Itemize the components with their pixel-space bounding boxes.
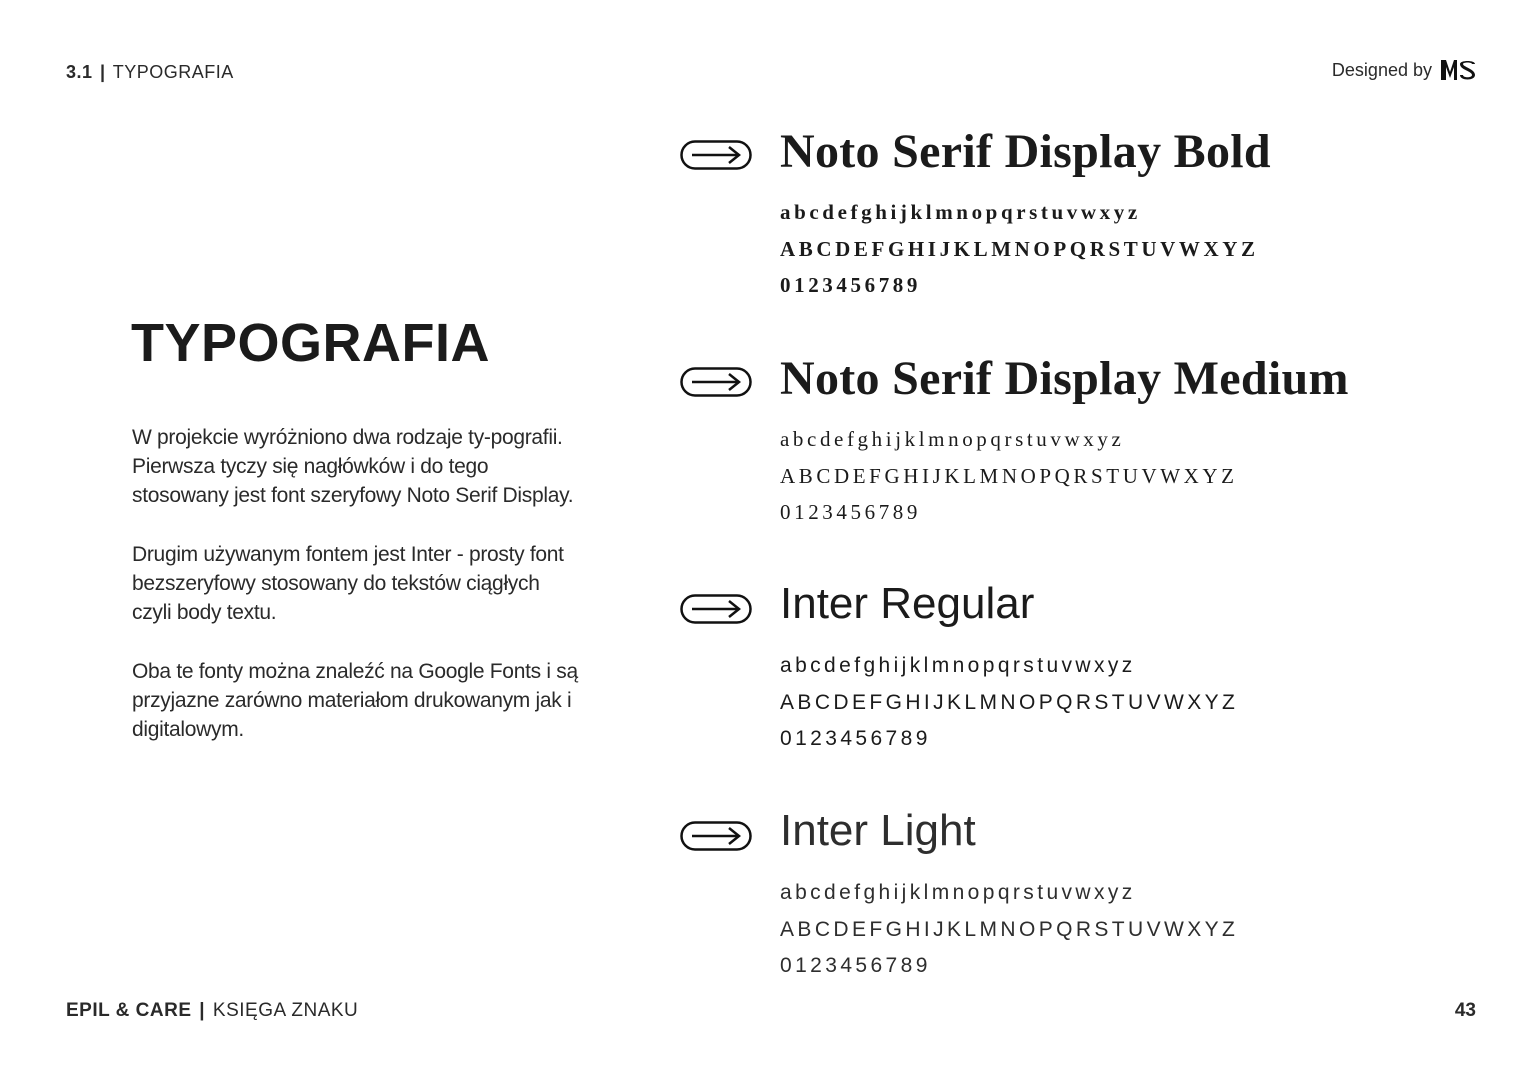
intro-paragraph: Drugim używanym fontem jest Inter - prosty font bezszeryfowy stosowany do tekstów ciągłych czyli body textu. — [132, 543, 564, 624]
section-title: TYPOGRAFIA — [112, 62, 234, 82]
arrow-right-pill-icon — [680, 821, 752, 851]
section-number: 3.1 — [66, 62, 93, 82]
uppercase-glyphs: ABCDEFGHIJKLMNOPQRSTUVWXYZ — [780, 463, 1238, 488]
intro-paragraph: W projekcie wyróżniono dwa rodzaje ty-pografii. Pierwsza tyczy się nagłówków i do tego stosowany jest font szeryfowy Noto Serif Display. — [132, 426, 574, 507]
section-separator: | — [100, 62, 106, 82]
page-number: 43 — [1454, 1000, 1476, 1021]
glyph-set — [780, 875, 1238, 985]
designer-credit — [1332, 58, 1476, 82]
lowercase-glyphs: abcdefghijklmnopqrstuvwxyz — [780, 654, 1136, 677]
intro-paragraph: Oba te fonty można znaleźć na Google Fonts i są przyjazne zarówno materiałom drukowanym jak i digitalowym. — [132, 660, 578, 741]
ms-logo-icon — [1440, 58, 1476, 82]
intro-text — [132, 423, 582, 774]
digit-glyphs: 0123456789 — [780, 727, 931, 750]
glyph-set — [780, 421, 1238, 531]
section-header — [66, 62, 234, 83]
font-name: Noto Serif Display Medium — [780, 352, 1349, 405]
lowercase-glyphs: abcdefghijklmnopqrstuvwxyz — [780, 881, 1136, 904]
font-name: Inter Light — [780, 806, 976, 855]
brand-name: EPIL & CARE — [66, 1000, 192, 1021]
glyph-set — [780, 194, 1259, 304]
arrow-right-pill-icon — [680, 367, 752, 397]
digit-glyphs: 0123456789 — [780, 500, 921, 524]
digit-glyphs: 0123456789 — [780, 954, 931, 977]
designed-by-label: Designed by — [1331, 59, 1432, 80]
uppercase-glyphs: ABCDEFGHIJKLMNOPQRSTUVWXYZ — [780, 236, 1259, 261]
glyph-set — [780, 648, 1238, 758]
font-name: Noto Serif Display Bold — [780, 125, 1271, 178]
page-title: TYPOGRAFIA — [131, 313, 491, 373]
arrow-right-pill-icon — [680, 594, 752, 624]
lowercase-glyphs: abcdefghijklmnopqrstuvwxyz — [780, 200, 1141, 224]
arrow-right-pill-icon — [680, 140, 752, 170]
document-footer — [66, 1000, 358, 1022]
uppercase-glyphs: ABCDEFGHIJKLMNOPQRSTUVWXYZ — [780, 917, 1239, 941]
document-name: KSIĘGA ZNAKU — [212, 1000, 359, 1021]
uppercase-glyphs: ABCDEFGHIJKLMNOPQRSTUVWXYZ — [780, 690, 1239, 714]
digit-glyphs: 0123456789 — [780, 273, 921, 297]
lowercase-glyphs: abcdefghijklmnopqrstuvwxyz — [780, 427, 1125, 451]
footer-separator: | — [199, 1000, 206, 1021]
font-name: Inter Regular — [780, 579, 1035, 628]
